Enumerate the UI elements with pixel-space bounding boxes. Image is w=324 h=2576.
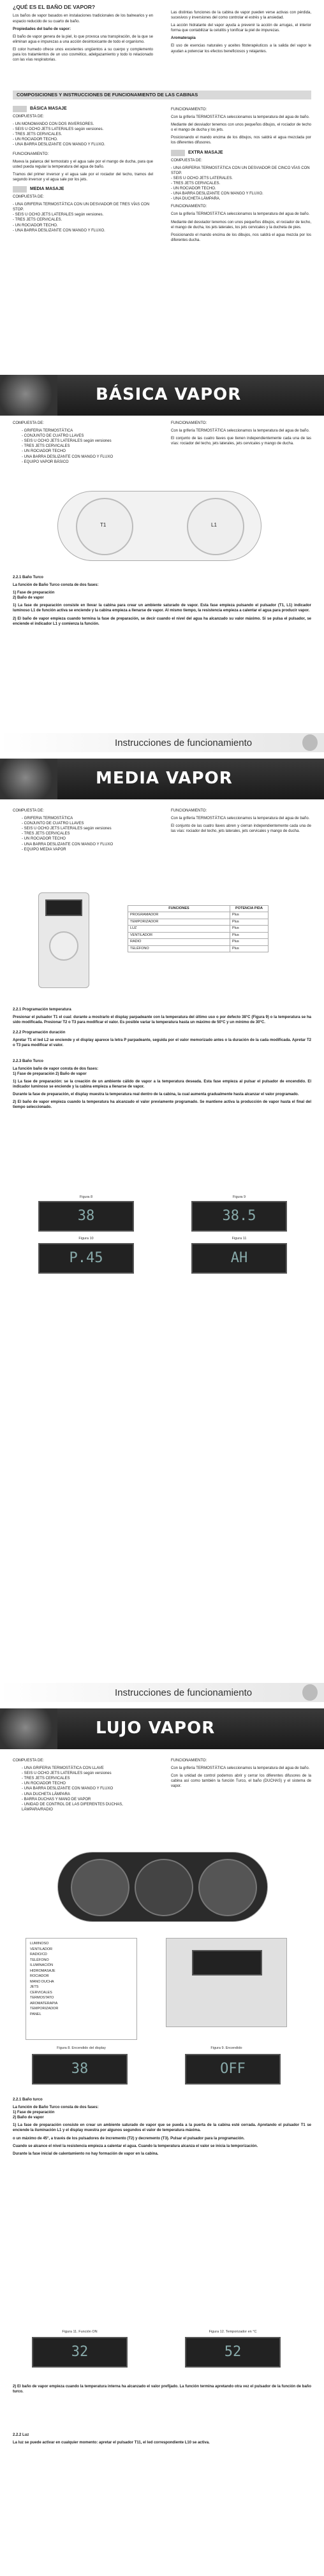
list-item: - UN ROCIADOR TECHO	[22, 449, 66, 454]
basica-vapor-func-p1: Con la grifería TERMOSTÁTICA seleccionamos la temperatura del agua de baño.	[171, 429, 310, 433]
lujo-control-panel	[57, 1852, 268, 1922]
media-s2-text: Apretar T1 el led L2 se enciende y el display aparece la letra P parpadeante, seguida por el valor memorizado antes o la duración de la cada modificada. Apretar T2 o T3 para modificar el valor.	[13, 1038, 311, 1048]
list-item: PANEL	[30, 2012, 41, 2016]
media-s3-p2: Durante la fase de preparación, el display muestra la temperatura real dentro de la cabina, la cual aumenta gradualmente hasta alcanzar el valor programado.	[13, 1093, 299, 1097]
list-item: - SEIS U OCHO JETS LATERALES según versiones	[22, 439, 112, 444]
table-cell: Plus	[230, 932, 269, 938]
center-dial[interactable]	[135, 1859, 193, 1916]
extra-masaje-func-p1: Con la grifería TERMOSTÁTICA seleccionamos la temperatura del agua de baño.	[171, 212, 310, 217]
lujo-vapor-func-p1: Con la grifería TERMOSTÁTICA seleccionamos la temperatura del agua de baño.	[171, 1766, 310, 1771]
section-heading: 2.2.2 Luz	[13, 2433, 29, 2438]
media-vapor-func-p1: Con la grifería TERMOSTÁTICA seleccionamos la temperatura del agua de baño.	[171, 817, 310, 821]
heading-marker	[13, 186, 27, 193]
t1-label: T1	[100, 522, 107, 528]
list-item: MANO DUCHA	[30, 1979, 54, 1984]
lujo-panel-figure	[166, 1938, 287, 2027]
table-header: FUNCIONES	[128, 906, 230, 912]
basica-masaje-list	[13, 122, 153, 147]
basica-masaje-composed: COMPUESTA DE:	[13, 115, 44, 119]
list-item: TERMOSTATO	[30, 1996, 54, 2000]
list-item: ROCIADOR	[30, 1974, 49, 1979]
heading-marker	[13, 106, 27, 112]
table-row	[128, 945, 269, 952]
lujo-s1-phases: 1) Fase de preparación 2) Baño de vapor	[13, 2111, 55, 2120]
lujo-s1-p3: Cuando se alcance el nivel la resistencia empieza a calentar el agua. Cuando la temperatura alcanza el valor se inicia la temporización.	[13, 2144, 258, 2148]
table-cell: VENTILADOR	[128, 932, 230, 938]
panel-display	[45, 899, 82, 916]
table-cell: RADIO	[128, 939, 230, 945]
display-readout: 38	[38, 1201, 134, 1232]
basica-vapor-banner	[0, 375, 324, 416]
fig-caption: Figura 11	[232, 1237, 247, 1241]
fig-caption: Figura 9. Encendido	[210, 2046, 242, 2050]
basica-masaje-func-p1: Con la grifería TERMOSTÁTICA seleccionamos la temperatura del agua de baño.	[171, 115, 310, 120]
list-item: - CONJUNTO DE CUATRO LLAVES	[22, 434, 84, 439]
list-item: - UNA DUCHETA LÁMPARA	[22, 1792, 70, 1796]
media-masaje-func-p1: Mueva la palanca del termostato y el agua sale por el mango de ducha, para que usted pueda regular la temperatura del agua de baño.	[13, 159, 153, 169]
media-s3-p3: 2) El baño de vapor empieza cuando la temperatura ha alcanzado el valor previamente programado. Se mantiene activa la producción de vapor hasta el final del tiempo seleccionado.	[13, 1100, 311, 1110]
section-heading: 2.2.2 Programación duración	[13, 1031, 66, 1035]
list-item: - UNA DUCHETA LÁMPARA.	[171, 197, 221, 201]
phase-1: 1) Fase de preparación	[13, 591, 55, 595]
list-item: - UNA GRIFERIA TERMOSTÁTICA CON LLAVE	[22, 1766, 104, 1771]
basica-masaje-func-title: FUNCIONAMIENTO:	[171, 108, 207, 112]
media-s3-intro: La función baño de vapor consta de dos fases:	[13, 1066, 99, 1071]
lujo-vapor-section	[0, 1758, 324, 1812]
water-drop-icon	[302, 1684, 318, 1701]
display-readout: 38.5	[191, 1201, 287, 1232]
basica-masaje-func-p3: Posicionando el mando encima de los dibujos, nos saldrá el agua mezclada por los diferentes difusores.	[171, 136, 311, 145]
list-item: - UNA BARRA DESLIZANTE CON MANGO Y FLUXO.	[13, 228, 105, 233]
list-item: - TRES JETS CERVICALES	[22, 832, 70, 836]
table-row	[128, 919, 269, 925]
media-vapor-composed: COMPUESTA DE:	[13, 809, 44, 813]
table-cell: Plus	[230, 912, 269, 919]
components-bar: COMPOSICIONES Y INSTRUCCIONES DE FUNCIONAMIENTO DE LAS CABINAS	[13, 91, 311, 99]
masaje-section	[0, 102, 324, 245]
table-row	[128, 932, 269, 938]
basica-masaje-func-p2: Mediante del desviador tenemos con unos pequeños dibujos, el rociador de techo o el mango de ducha y los jets.	[171, 123, 311, 133]
list-item: - TRES JETS CERVICALES	[22, 444, 70, 449]
table-cell: Plus	[230, 939, 269, 945]
table-cell: LUZ	[128, 926, 230, 932]
extra-masaje-func-title: FUNCIONAMIENTO:	[171, 205, 207, 209]
fig-caption: Figura 10	[78, 1237, 94, 1241]
table-cell: PROGRAMADOR	[128, 912, 230, 919]
extra-masaje-list	[171, 166, 311, 202]
lujo-vapor-banner	[0, 1708, 324, 1749]
display-readout: 52	[185, 2337, 281, 2368]
display-readout: P.45	[38, 1243, 134, 1274]
list-item: - UNA BARRA DESLIZANTE CON MANGO Y FLUXO	[22, 455, 114, 459]
control-panel	[57, 491, 261, 561]
media-s3-p1: 1) La fase de preparación: se la creación de un ambiente cálido de vapor a la temperatura deseada. Esta fase empieza al pulsar el pulsador de encendido. El indicador luminoso se enciende y la cabina empieza a llenarse de vapor.	[13, 1079, 311, 1089]
list-item: - CONJUNTO DE CUATRO LLAVES	[22, 822, 84, 826]
heading-marker	[171, 150, 185, 156]
intro-right-p2: La acción hidratante del vapor ayuda a prevenir la acción de arrugas, el interior forma que contabilizar la celulitis y tonificar la piel de impurezas.	[171, 24, 311, 33]
components-bar-wrap	[0, 91, 324, 99]
table-header: POTENCIA PIDA	[230, 906, 269, 912]
list-item: - EQUIPO MEDIA VAPOR	[22, 847, 66, 852]
display-readout: AH	[191, 1243, 287, 1274]
basica-vapor-intro: La función de Baño Turco consta de dos fases:	[13, 583, 99, 588]
basica-vapor-title: BÁSICA VAPOR	[96, 385, 242, 404]
lujo-vapor-text-2	[0, 2384, 324, 2448]
list-item: RADIO/CD	[30, 1953, 47, 1957]
fig-caption: Figura 9	[232, 1195, 246, 1199]
aroma-title: Aromaterapia	[171, 36, 196, 41]
basica-masaje-title: BÁSICA MASAJE	[30, 106, 67, 112]
list-item: - EQUIPO VAPOR BÁSICO	[22, 460, 69, 464]
list-item: - UN MONOMANDO CON DOS INVERSORES.	[13, 122, 94, 127]
lujo-s1-p5: 2) El baño de vapor empieza cuando la temperatura interna ha alcanzado el valor prefijado. La función termina apretando otra vez el pulsador de la función de baño turco.	[13, 2385, 311, 2394]
panel-button[interactable]	[49, 931, 78, 961]
intro-p1: Los baños de vapor basados en instalaciones tradicionales de los balnearios y en espacio reducido de su cuarto de baño.	[13, 14, 153, 24]
list-item: - TRES JETS CERVICALES.	[171, 181, 221, 186]
basica-vapor-text	[0, 575, 324, 629]
list-item: - TRES JETS CERVICALES	[22, 1777, 70, 1781]
props-title: Propiedades del baño de vapor:	[13, 27, 71, 31]
list-item: CERVICALES	[30, 1990, 52, 1995]
instr-title: Instrucciones de funcionamiento	[115, 738, 253, 748]
intro-right-p3: El uso de esencias naturales y aceites fitoterapéuticos a la salida del vapor le ayudan a potenciar los efectos beneficiosos y relajantes.	[171, 44, 311, 54]
media-masaje-func-title: FUNCIONAMIENTO:	[13, 152, 49, 156]
intro-right-p1: Las distintas funciones de la cabina de vapor pueden verse activas con pérdida, sucesivos y inversiones del como controlar el estrés y la ansiedad.	[171, 11, 311, 20]
fig-caption: Figura 12. Temporizador en °C	[209, 2330, 257, 2334]
media-masaje-func-p2: Tramos del primer inversor y el agua sale por el rociador del techo, tramos del segundo inversor y el agua sale por los jets.	[13, 172, 153, 182]
list-item: - UNA BARRA DESLIZANTE CON MANGO Y FLUXO	[22, 842, 114, 847]
media-vapor-text	[0, 1007, 324, 1112]
list-item: - SEIS U OCHO JETS LATERALES.	[171, 176, 233, 180]
list-item: ILUMINACIÓN	[30, 1963, 54, 1968]
list-item: LUMINOSO	[30, 1942, 49, 1946]
media-vapor-func-p2: El conjunto de las cuatro llaves abren y cierran independientemente cada una de las vías: rociador del techo, jets laterales, jets cervicales y mango de ducha.	[171, 824, 311, 834]
list-item: - SEIS U OCHO JETS LATERALES según versiones	[22, 1772, 112, 1776]
water-drop-icon	[302, 734, 318, 751]
intro-title: ¿QUÉ ES EL BAÑO DE VAPOR?	[13, 4, 96, 10]
lujo-vapor-func-p2: Con la unidad de control podemos abrir y cerrar los diferentes difusores de la cabina así como también la función Turco, el baño (DUCHAS) y el sistema de vapor.	[171, 1774, 311, 1789]
intro-section	[0, 4, 324, 65]
water-drop-icon	[0, 759, 57, 799]
list-item: - BARRA DUCHAS Y MANO DE VAPOR	[22, 1797, 91, 1801]
phase-2: 2) Baño de vapor	[13, 596, 44, 600]
list-item: - UNA GRIFERIA TERMOSTÁTICA CON UN DESVIADOR DE TRES VÍAS CON STOP.	[13, 203, 150, 212]
table-row	[128, 926, 269, 932]
media-masaje-heading	[13, 186, 153, 193]
lujo-s1-intro: La función de Baño Turco consta de dos fases:	[13, 2106, 99, 2110]
basica-vapor-composed: COMPUESTA DE:	[13, 421, 44, 425]
section-heading: 2.2.1 Baño Turco	[13, 576, 43, 579]
instr-header-2	[0, 1683, 324, 1702]
lujo-vapor-composed: COMPUESTA DE:	[13, 1759, 44, 1763]
fig-caption: Figura 8	[79, 1195, 93, 1199]
display-readout: OFF	[185, 2054, 281, 2085]
list-item: - UNA GRIFERIA TERMOSTÁTICA CON UN DESVIADOR DE CINCO VÍAS CON STOP.	[171, 166, 310, 175]
table-cell: Plus	[230, 926, 269, 932]
list-item: JETS	[30, 1985, 39, 1990]
intro-p3: El color humedo ofrece unos excelentes ungüentos a su cuerpo y complemento para los tratamientos de un uso cosmético, adelgazamiento y todo lo relacionado con las vías respiratorias.	[13, 47, 153, 62]
functions-table	[128, 905, 269, 952]
list-item: - UNA BARRA DESLIZANTE CON MANGO Y FLUXO.	[13, 143, 105, 147]
display-readout: 32	[32, 2337, 128, 2368]
table-row	[128, 912, 269, 919]
lujo-vapor-text	[0, 2097, 324, 2159]
media-vapor-banner	[0, 759, 324, 799]
extra-masaje-heading	[171, 150, 311, 156]
basica-masaje-heading	[13, 106, 153, 112]
list-item: - SEIS U OCHO JETS LATERALES según versiones.	[13, 127, 104, 132]
list-item: - UNA BARRA DESLIZANTE CON MANGO Y FLUXO.	[171, 192, 263, 196]
media-masaje-list	[13, 202, 153, 233]
extra-masaje-func-p3: Posicionando el mando encima de los dibujos, nos saldrá el agua mezcla por los diferentes ducha.	[171, 233, 311, 242]
list-item: VENTILADOR	[30, 1947, 53, 1951]
list-item: - TRES JETS CERVICALES.	[13, 133, 63, 137]
list-item: AROMATERAPIA	[30, 2001, 58, 2005]
section-heading: 2.2.3 Baño Turco	[13, 1059, 43, 1063]
list-item: - UN ROCIADOR TECHO.	[13, 223, 58, 228]
basica-vapor-func-title: FUNCIONAMIENTO:	[171, 421, 207, 425]
left-dial[interactable]	[71, 1859, 129, 1916]
l1-label: L1	[211, 522, 217, 528]
instr-title: Instrucciones de funcionamiento	[115, 1687, 253, 1698]
media-masaje-composed: COMPUESTA DE:	[13, 195, 44, 200]
section-heading: 2.2.1 Baño turco	[13, 2098, 43, 2102]
media-vapor-section	[0, 808, 324, 852]
lujo-s2-text: La luz se puede activar en cualquier momento: apretar el pulsador T11, el led correspondiente L10 se activa.	[13, 2441, 210, 2445]
water-drop-icon	[0, 375, 57, 416]
instr-header	[0, 733, 324, 752]
lujo-vapor-title: LUJO VAPOR	[96, 1719, 216, 1738]
basica-vapor-list	[13, 428, 153, 465]
extra-masaje-title: EXTRA MASAJE	[188, 150, 223, 155]
display-readout: 38	[32, 2054, 128, 2085]
extra-masaje-composed: COMPUESTA DE:	[171, 158, 202, 163]
basica-vapor-p2: 2) El baño de vapor empieza cuando termina la fase de preparación, se decir cuando el nivel del agua ha alcanzado su valor máximo. Si se pulsa el pulsador, se enciende el indicador L1 y comienza la función.	[13, 616, 311, 626]
lujo-s1-p4: Durante la fase inicial de calentamiento no hay formación de vapor en la cabina.	[13, 2151, 159, 2156]
media-control-panel	[38, 892, 89, 988]
table-cell: TELÉFONO	[128, 945, 230, 952]
list-item: - UN ROCIADOR TECHO	[22, 837, 66, 841]
table-cell: Plus	[230, 919, 269, 925]
list-item: HIDROMASAJE	[30, 1968, 55, 1973]
list-item: TEMPORIZADOR	[30, 2007, 59, 2011]
lujo-vapor-list	[13, 1766, 153, 1812]
table-cell: Plus	[230, 945, 269, 952]
list-item: - SEIS U OCHO JETS LATERALES según versiones.	[13, 213, 104, 217]
lujo-s1-p1: 1) La fase de preparación consiste en crear un ambiente saturado de vapor que se pueda a la puerta de la cabina esté cerrada. Apretando el pulsador T1 se enciende la iluminación L1 y el display muestra por algunos segundos el valor de temperatura máxima.	[13, 2123, 311, 2133]
basica-vapor-func-p2: El conjunto de las cuatro llaves que tienen independientemente cada una de las vías: rociador del techo, jets laterales, jets cervicales y mango de ducha.	[171, 437, 311, 446]
panel-display	[192, 1950, 262, 1976]
water-drop-icon	[0, 1708, 57, 1749]
lujo-vapor-func-title: FUNCIONAMIENTO:	[171, 1759, 207, 1763]
list-item: - UN ROCIADOR TECHO.	[171, 187, 216, 191]
list-item: - GRIFERIA TERMOSTÁTICA	[22, 817, 73, 821]
section-heading: 2.2.1 Programación temperatura	[13, 1008, 71, 1012]
media-vapor-list	[13, 816, 153, 852]
basica-vapor-p1: 1) La fase de preparación consiste en llevar la cabina para crear un ambiente saturado de vapor. Esta fase empieza pulsando el pulsador (T1, L1) indicador luminoso L1 de función activa se enciende y la cabina empieza a llenarse de vapor. Al mismo tiempo, la resistencia empieza a calentar el agua para producir vapor.	[13, 604, 311, 613]
intro-p2: El baño de vapor genera de la piel, lo que provoca una transpiración, de la que se eliminan agua e impurezas a una acción desintoxicante de todo el organismo.	[13, 34, 153, 44]
media-vapor-func-title: FUNCIONAMIENTO:	[171, 809, 207, 813]
list-item: - GRIFERIA TERMOSTÁTICA	[22, 429, 73, 433]
fig-caption: Figura 11. Función ON	[62, 2330, 98, 2334]
list-item: - TRES JETS CERVICALES.	[13, 218, 63, 222]
list-item: TELÉFONO	[30, 1958, 49, 1962]
media-s3-phases: 1) Fase de preparación 2) Baño de vapor	[13, 1072, 87, 1076]
lujo-functions-list	[26, 1938, 137, 2040]
media-s1-text: Presionar el pulsador T1 el cual: durante a mostrarlo el display parpadeante con la temperatura del último uso o por defecto 38°C (Figura 9) o la temperatura se ha sido modificada. Presionar T2 o T3 para modificar el valor. Es posible variar la temperatura hasta un máximo de 50°C y un mínimo de 30°C.	[13, 1015, 311, 1025]
right-dial[interactable]	[198, 1859, 257, 1916]
extra-masaje-func-p2: Mediante del desviador tenemos con unos pequeños dibujos, el rociador de techo, el mango de ducha, los jets laterales, los jets cervicales y la ducheta de pies.	[171, 220, 311, 229]
basica-vapor-section	[0, 421, 324, 465]
list-item: - UNA BARRA DESLIZANTE CON MANGO Y FLUXO	[22, 1787, 114, 1791]
table-cell: TEMPORIZADOR	[128, 919, 230, 925]
media-masaje-title: MEDIA MASAJE	[30, 187, 64, 192]
table-row	[128, 939, 269, 945]
lujo-s1-p2: o un máximo de 45°, a través de los pulsadores de incremento (T2) y decremento (T3). Pulsar el pulsador para la programación.	[13, 2136, 245, 2141]
list-item: - UNIDAD DE CONTROL DE LAS DIFERENTES DUCHAS, LÁMPARA/RADIO	[22, 1802, 123, 1812]
media-vapor-title: MEDIA VAPOR	[96, 769, 233, 788]
list-item: - UN ROCIADOR TECHO	[22, 1782, 66, 1786]
list-item: - SEIS U OCHO JETS LATERALES según versiones	[22, 827, 112, 831]
fig-caption: Figura 8. Encendido del display	[57, 2046, 106, 2050]
list-item: - UN ROCIADOR TECHO.	[13, 138, 58, 142]
